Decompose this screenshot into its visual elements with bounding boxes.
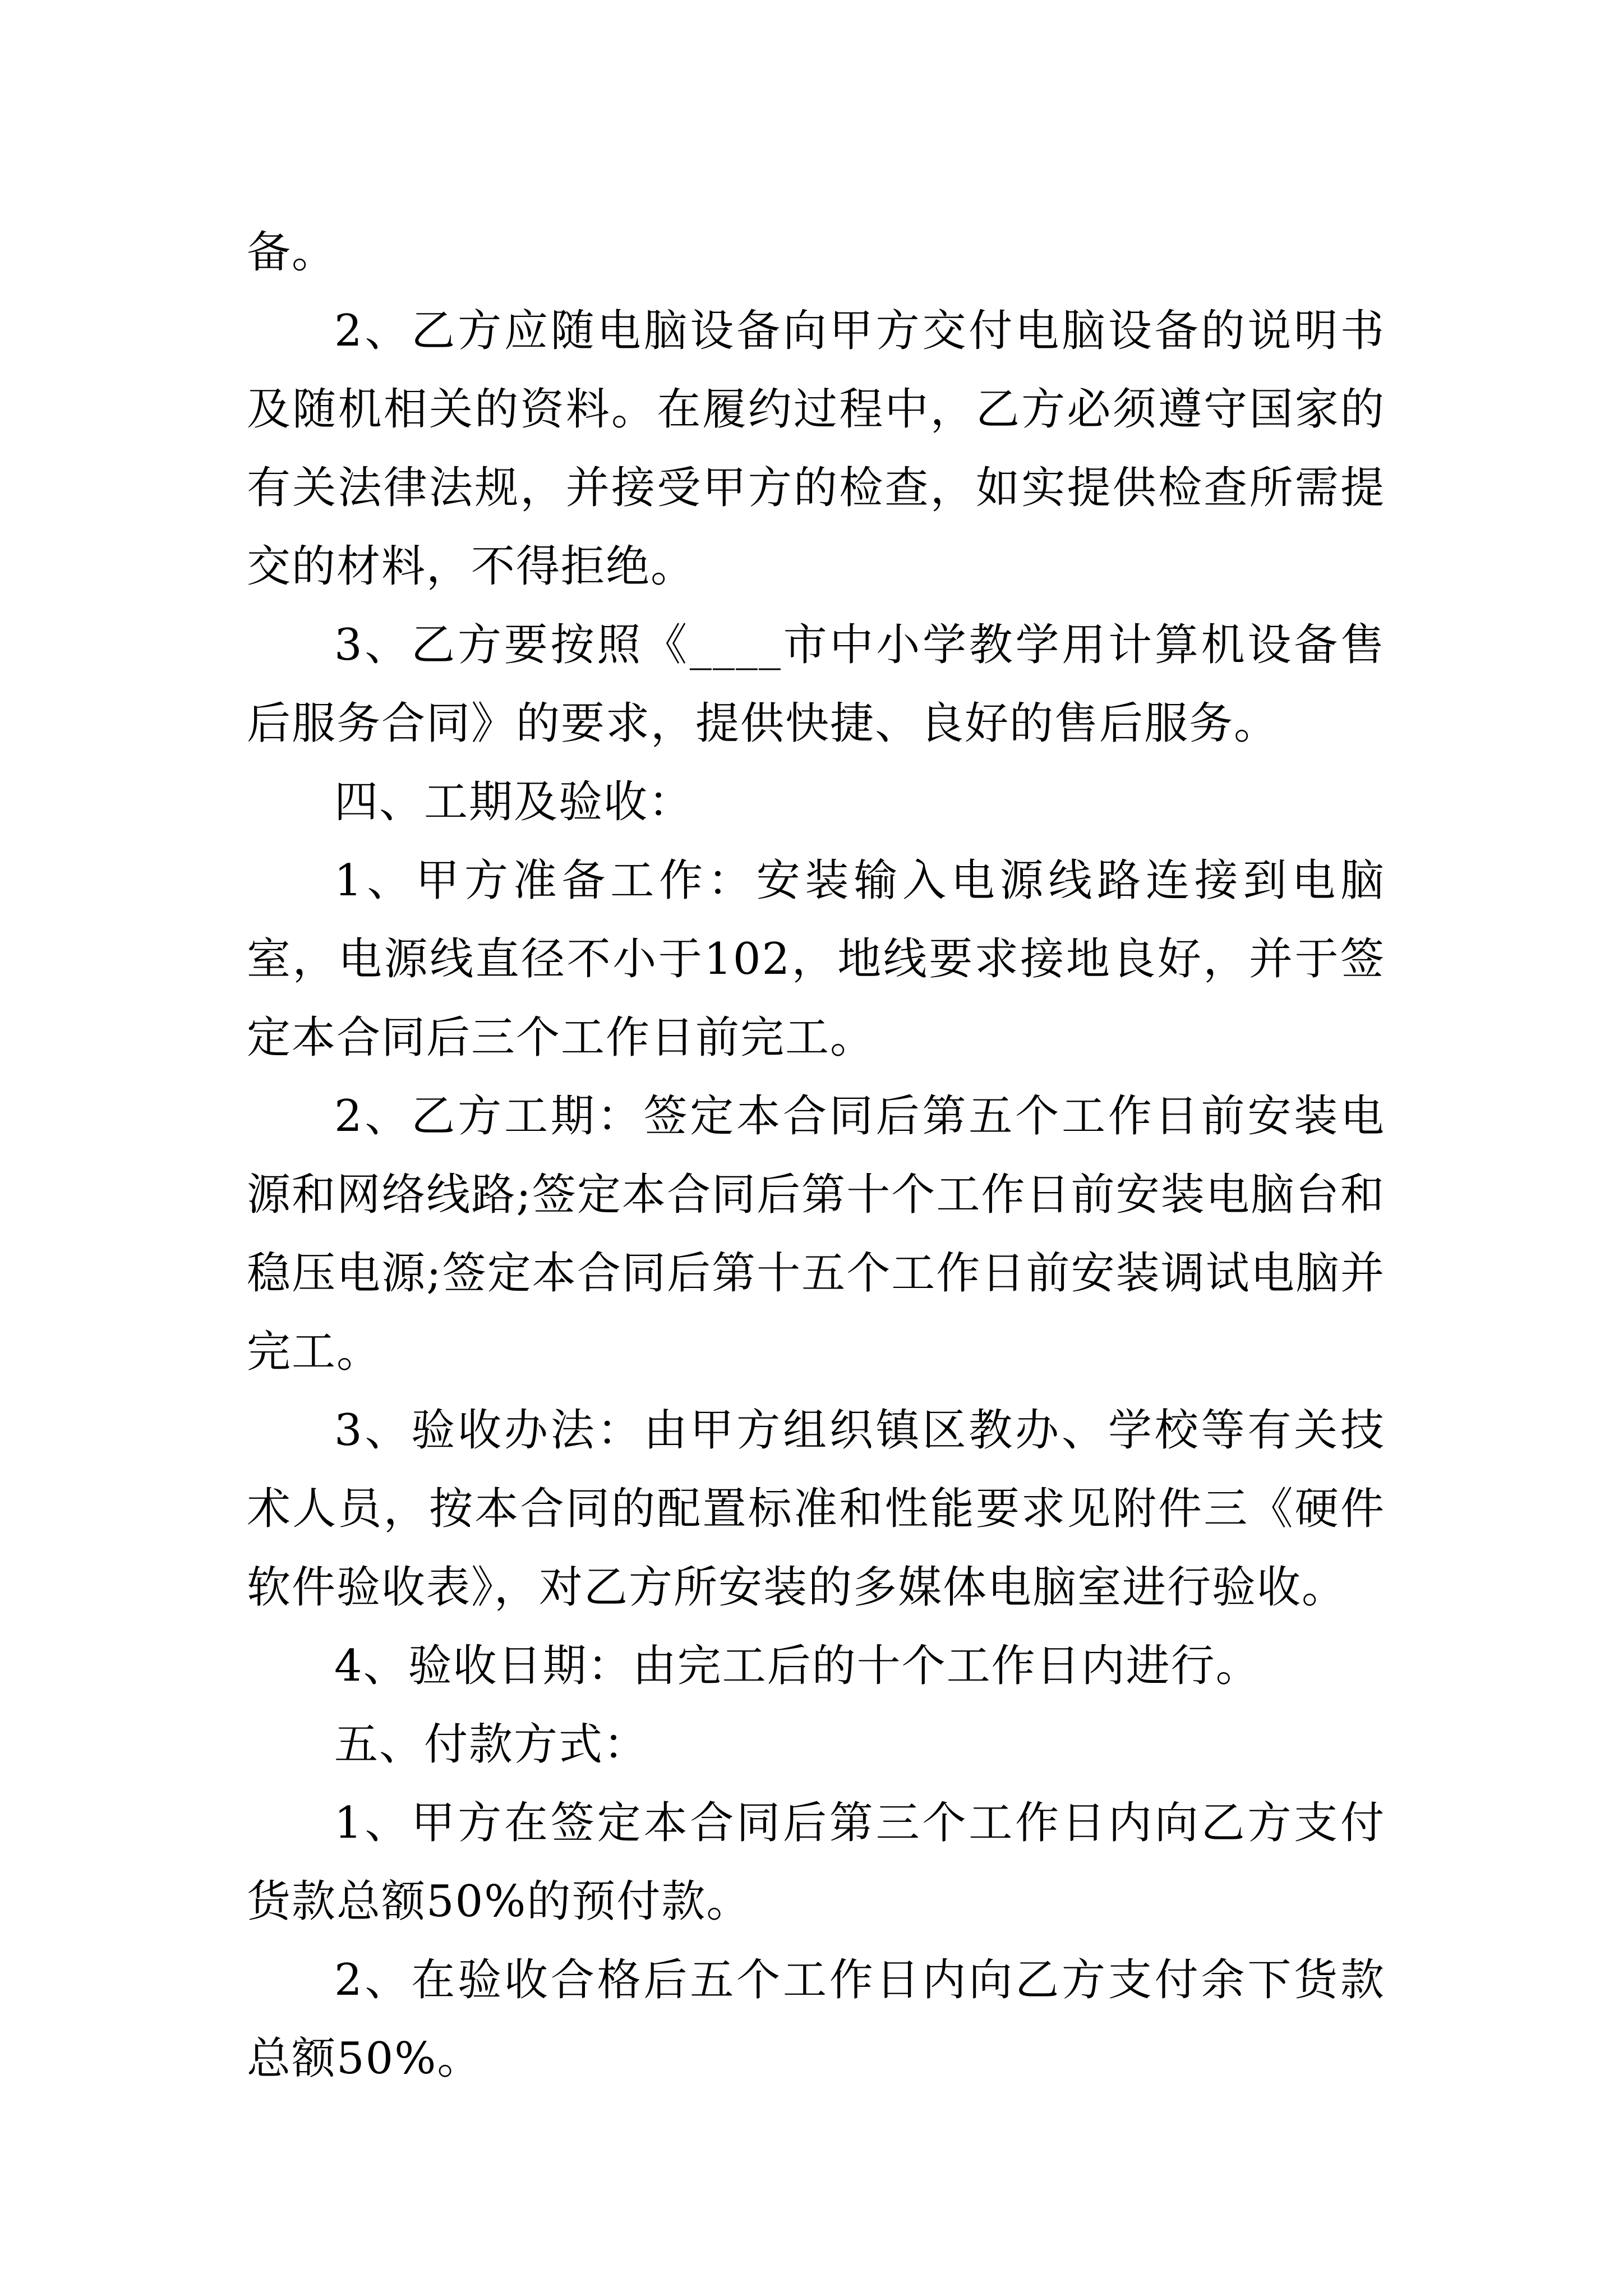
paragraph-clause-5-1: 1、甲方在签定本合同后第三个工作日内向乙方支付货款总额50%的预付款。 — [247, 1798, 1385, 1927]
section-heading-4: 四、工期及验收： — [334, 777, 694, 827]
paragraph-clause-3-3: 3、乙方要按照《____市中小学教学用计算机设备售后服务合同》的要求，提供快捷、良好的售后服务。 — [247, 620, 1385, 749]
paragraph-clause-4-4: 4、验收日期：由完工后的十个工作日内进行。 — [334, 1641, 1261, 1691]
paragraph-clause-4-3: 3、验收办法：由甲方组织镇区教办、学校等有关技术人员，按本合同的配置标准和性能要求见附件三《硬件软件验收表》，对乙方所安装的多媒体电脑室进行验收。 — [247, 1405, 1385, 1613]
paragraph-clause-4-1: 1、甲方准备工作：安装输入电源线路连接到电脑室，电源线直径不小于102，地线要求接地良好，并于签定本合同后三个工作日前完工。 — [247, 855, 1385, 1063]
paragraph-continuation: 备。 — [247, 227, 337, 278]
document-page — [247, 213, 1385, 2098]
paragraph-clause-4-2: 2、乙方工期：签定本合同后第五个工作日前安装电源和网络线路;签定本合同后第十个工作日前安装电脑台和稳压电源;签定本合同后第十五个工作日前安装调试电脑并完工。 — [247, 1091, 1385, 1377]
paragraph-clause-5-2: 2、在验收合格后五个工作日内向乙方支付余下货款总额50%。 — [247, 1955, 1385, 2084]
paragraph-clause-3-2: 2、乙方应随电脑设备向甲方交付电脑设备的说明书及随机相关的资料。在履约过程中，乙方必须遵守国家的有关法律法规，并接受甲方的检查，如实提供检查所需提交的材料，不得拒绝。 — [247, 306, 1385, 592]
section-heading-5: 五、付款方式： — [334, 1719, 649, 1770]
